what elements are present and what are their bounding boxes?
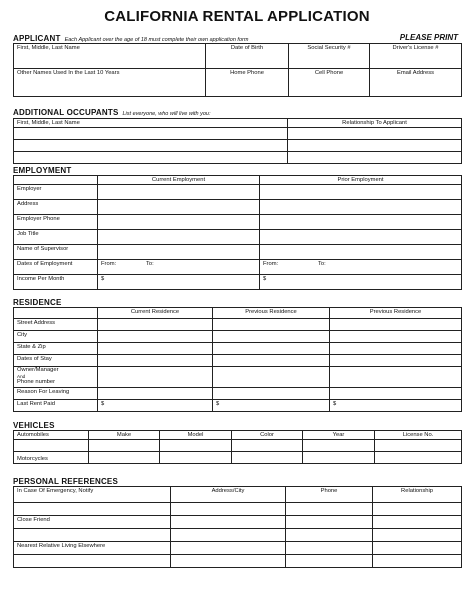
residence-cell[interactable]: [330, 319, 462, 331]
occupant-relationship-cell[interactable]: [288, 152, 462, 164]
applicant-section-heading: [13, 34, 248, 43]
occupant-name-cell[interactable]: [14, 152, 288, 164]
residence-cell[interactable]: [330, 343, 462, 355]
previous-rent-cell-1[interactable]: $: [213, 400, 330, 412]
employment-heading: EMPLOYMENT: [13, 166, 72, 175]
phone-number-label: Phone number: [17, 379, 56, 385]
applicant-heading: APPLICANT: [13, 34, 61, 43]
residence-cell[interactable]: [330, 388, 462, 400]
last-rent-paid-label: Last Rent Paid: [14, 400, 98, 412]
current-residence-header: Current Residence: [98, 308, 213, 319]
previous-residence-header-1: Previous Residence: [213, 308, 330, 319]
current-job-title-cell[interactable]: [98, 230, 260, 245]
current-rent-cell[interactable]: $: [98, 400, 213, 412]
occupants-heading: ADDITIONAL OCCUPANTS: [13, 108, 119, 117]
owner-manager-label-cell: [14, 367, 98, 388]
residence-cell[interactable]: [98, 388, 213, 400]
references-heading: PERSONAL REFERENCES: [13, 477, 119, 486]
vehicles-heading: VEHICLES: [13, 421, 55, 430]
current-employer-cell[interactable]: [98, 185, 260, 200]
reason-for-leaving-label: Reason For Leaving: [14, 388, 98, 400]
prior-employer-phone-cell[interactable]: [260, 215, 462, 230]
vehicle-cell[interactable]: [160, 440, 232, 452]
reference-cell[interactable]: [373, 542, 462, 555]
reference-cell[interactable]: [14, 529, 171, 542]
previous-residence-header-2: Previous Residence: [330, 308, 462, 319]
income-per-month-label: Income Per Month: [14, 275, 98, 290]
prior-income-cell[interactable]: $: [260, 275, 462, 290]
residence-corner-cell: [14, 308, 98, 319]
references-table: [13, 486, 462, 568]
email-address-field[interactable]: Email Address: [370, 69, 462, 97]
applicant-table: [13, 43, 462, 97]
employment-table: [13, 175, 462, 290]
prior-to-label: To:: [318, 261, 326, 267]
reference-cell[interactable]: [171, 516, 286, 529]
prior-employer-address-cell[interactable]: [260, 200, 462, 215]
reference-cell[interactable]: [286, 555, 373, 568]
cell-phone-field[interactable]: Cell Phone: [289, 69, 370, 97]
residence-cell[interactable]: [213, 367, 330, 388]
vehicle-cell[interactable]: [232, 452, 303, 464]
license-no-header: License No.: [375, 431, 462, 440]
occupants-relationship-header: Relationship To Applicant: [288, 119, 462, 128]
emergency-contact-header: In Case Of Emergency, Notify: [14, 487, 171, 503]
vehicle-cell[interactable]: [303, 440, 375, 452]
prior-supervisor-cell[interactable]: [260, 245, 462, 260]
other-names-field[interactable]: Other Names Used In the Last 10 Years: [14, 69, 206, 97]
residence-cell[interactable]: [213, 388, 330, 400]
phone-header: Phone: [286, 487, 373, 503]
residence-cell[interactable]: [330, 355, 462, 367]
reference-cell[interactable]: [171, 542, 286, 555]
vehicle-cell[interactable]: [303, 452, 375, 464]
residence-cell[interactable]: [98, 367, 213, 388]
current-employer-phone-cell[interactable]: [98, 215, 260, 230]
vehicle-cell[interactable]: [160, 452, 232, 464]
nearest-relative-label: Nearest Relative Living Elsewhere: [14, 542, 171, 555]
current-employment-dates-cell[interactable]: [98, 260, 260, 275]
color-header: Color: [232, 431, 303, 440]
occupant-relationship-cell[interactable]: [288, 140, 462, 152]
reference-cell[interactable]: [373, 516, 462, 529]
employment-corner-cell: [14, 176, 98, 185]
applicant-name-field[interactable]: First, Middle, Last Name: [14, 44, 206, 69]
residence-cell[interactable]: [98, 343, 213, 355]
occupant-name-cell[interactable]: [14, 128, 288, 140]
emergency-contact-cell[interactable]: [14, 503, 171, 516]
page-title: CALIFORNIA RENTAL APPLICATION: [104, 8, 370, 25]
address-city-header: Address/City: [171, 487, 286, 503]
home-phone-field[interactable]: Home Phone: [206, 69, 289, 97]
current-supervisor-cell[interactable]: [98, 245, 260, 260]
employer-address-label: Address: [14, 200, 98, 215]
residence-table: [13, 307, 462, 412]
state-zip-label: State & Zip: [14, 343, 98, 355]
prior-from-label: From:: [263, 261, 279, 267]
reference-cell[interactable]: [14, 555, 171, 568]
occupants-section-heading: [13, 108, 211, 117]
vehicle-cell[interactable]: [232, 440, 303, 452]
occupant-name-cell[interactable]: [14, 140, 288, 152]
occupant-relationship-cell[interactable]: [288, 128, 462, 140]
residence-cell[interactable]: [213, 343, 330, 355]
dates-of-stay-label: Dates of Stay: [14, 355, 98, 367]
occupants-note: List everyone, who will live with you:: [122, 111, 211, 117]
reference-cell[interactable]: [171, 503, 286, 516]
residence-cell[interactable]: [330, 331, 462, 343]
residence-cell[interactable]: [213, 319, 330, 331]
vehicle-cell[interactable]: [375, 440, 462, 452]
occupants-table: [13, 118, 462, 164]
current-to-label: To:: [146, 261, 154, 267]
residence-cell[interactable]: [98, 331, 213, 343]
reference-cell[interactable]: [286, 542, 373, 555]
date-of-birth-field[interactable]: Date of Birth: [206, 44, 289, 69]
current-from-label: From:: [101, 261, 117, 267]
applicant-note: Each Applicant over the age of 18 must complete their own application form: [64, 37, 249, 43]
supervisor-label: Name of Supervisor: [14, 245, 98, 260]
employer-phone-label: Employer Phone: [14, 215, 98, 230]
residence-heading: RESIDENCE: [13, 298, 62, 307]
prior-employment-header: Prior Employment: [260, 176, 462, 185]
street-address-label: Street Address: [14, 319, 98, 331]
previous-rent-cell-2[interactable]: $: [330, 400, 462, 412]
make-header: Make: [89, 431, 160, 440]
reference-cell[interactable]: [286, 529, 373, 542]
dates-of-employment-label: Dates of Employment: [14, 260, 98, 275]
vehicle-cell[interactable]: [89, 440, 160, 452]
vehicles-table: [13, 430, 462, 464]
model-header: Model: [160, 431, 232, 440]
vehicle-cell[interactable]: [89, 452, 160, 464]
job-title-label: Job Title: [14, 230, 98, 245]
reference-cell[interactable]: [373, 529, 462, 542]
drivers-license-field[interactable]: Driver's License #: [370, 44, 462, 69]
please-print-label: PLEASE PRINT: [399, 33, 458, 42]
occupants-name-header: First, Middle, Last Name: [14, 119, 288, 128]
reference-cell[interactable]: [373, 503, 462, 516]
prior-job-title-cell[interactable]: [260, 230, 462, 245]
residence-cell[interactable]: [98, 355, 213, 367]
residence-cell[interactable]: [330, 367, 462, 388]
reference-cell[interactable]: [373, 555, 462, 568]
reference-cell[interactable]: [286, 516, 373, 529]
employer-label: Employer: [14, 185, 98, 200]
current-income-cell[interactable]: $: [98, 275, 260, 290]
prior-employment-dates-cell[interactable]: [260, 260, 462, 275]
prior-employer-cell[interactable]: [260, 185, 462, 200]
current-employer-address-cell[interactable]: [98, 200, 260, 215]
reference-cell[interactable]: [286, 503, 373, 516]
automobiles-header: Automobiles: [14, 431, 89, 440]
vehicle-cell[interactable]: [375, 452, 462, 464]
residence-cell[interactable]: [98, 319, 213, 331]
close-friend-label: Close Friend: [14, 516, 171, 529]
city-label: City: [14, 331, 98, 343]
reference-cell[interactable]: [171, 555, 286, 568]
residence-cell[interactable]: [213, 355, 330, 367]
year-header: Year: [303, 431, 375, 440]
social-security-field[interactable]: Social Security #: [289, 44, 370, 69]
and-label: And: [17, 374, 26, 379]
motorcycles-label: Motorcycles: [14, 452, 89, 464]
relationship-header: Relationship: [373, 487, 462, 503]
current-employment-header: Current Employment: [98, 176, 260, 185]
residence-cell[interactable]: [213, 331, 330, 343]
reference-cell[interactable]: [171, 529, 286, 542]
owner-manager-label: Owner/Manager: [17, 367, 59, 373]
vehicle-cell[interactable]: [14, 440, 89, 452]
